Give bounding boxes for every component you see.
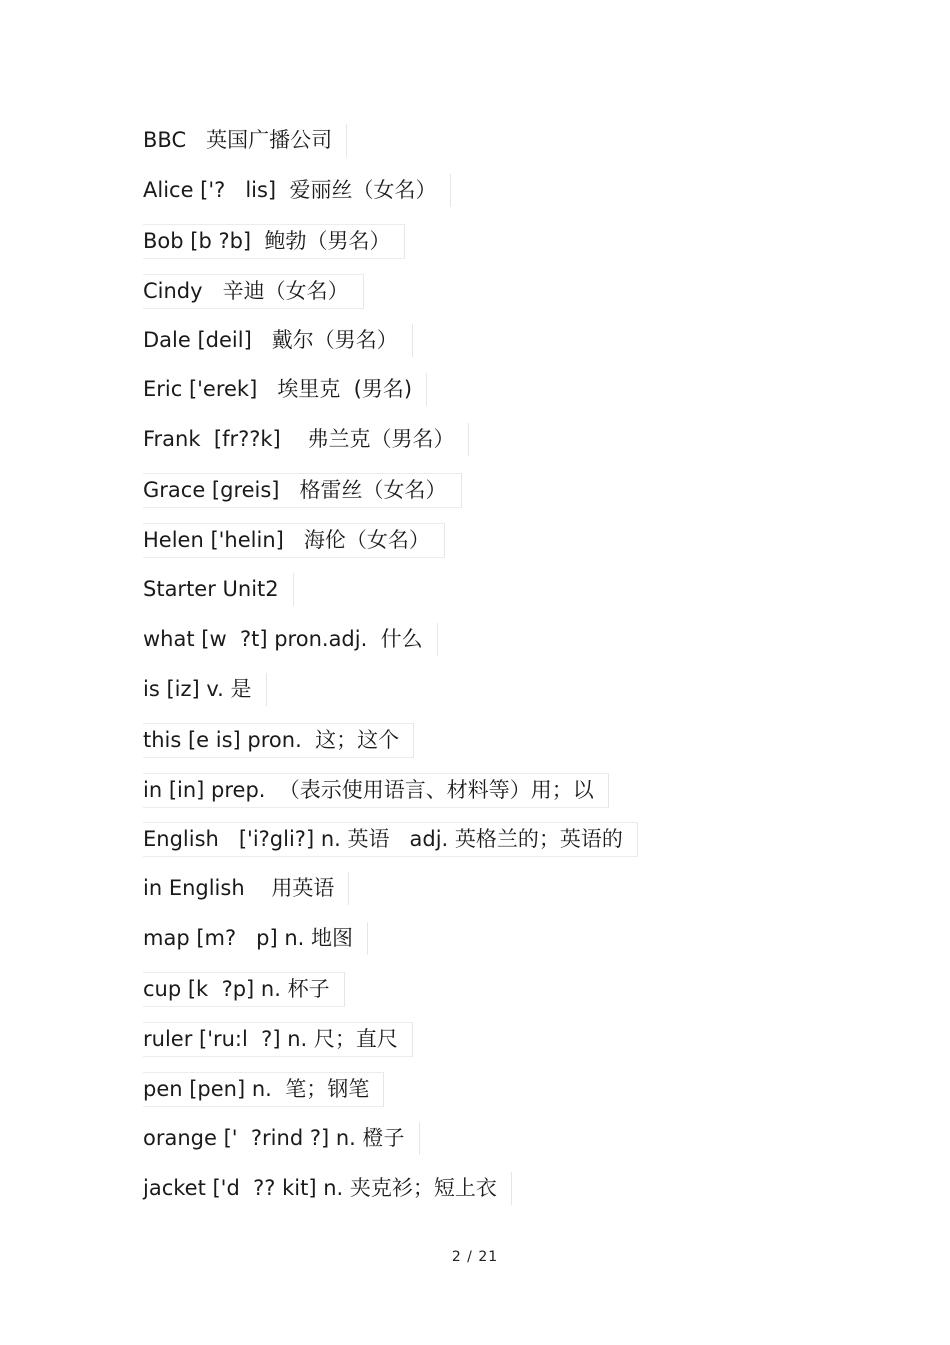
vocab-entry [143,274,843,324]
vocab-entry-text: in [in] prep. （表示使用语言、材料等）用；以 [143,773,609,808]
vocab-entry-text: ruler ['ru:l ?] n. 尺；直尺 [143,1022,413,1057]
vocab-entry [143,1172,843,1222]
vocab-entry-text: Cindy 辛迪（女名） [143,274,364,309]
vocab-entry [143,972,843,1022]
section-heading [143,573,843,623]
vocab-entry [143,1022,843,1072]
vocab-entry [143,623,843,673]
vocab-entry [143,423,843,473]
vocab-entry-text: English ['i?gli?] n. 英语 adj. 英格兰的；英语的 [143,822,638,857]
vocab-entry-text: is [iz] v. 是 [143,673,267,706]
vocab-entry-text: BBC 英国广播公司 [143,124,347,157]
section-heading-text: Starter Unit2 [143,573,294,606]
vocab-entry-text: what [w ?t] pron.adj. 什么 [143,623,438,656]
vocab-entry-text: Frank [fr??k] 弗兰克（男名） [143,423,469,456]
vocab-entry [143,174,843,224]
vocab-entry-text: Dale [deil] 戴尔（男名） [143,324,413,357]
vocab-entry [143,124,843,174]
vocab-entry-text: Eric ['erek] 埃里克 (男名) [143,373,427,406]
vocab-entry [143,1072,843,1122]
vocab-entry [143,523,843,573]
vocab-entry [143,324,843,374]
vocab-entry [143,224,843,274]
vocab-entry [143,822,843,872]
vocab-entry-text: cup [k ?p] n. 杯子 [143,972,345,1007]
vocabulary-list [143,124,843,1222]
vocab-entry-text: Grace [greis] 格雷丝（女名） [143,473,462,508]
vocab-entry-text: Alice ['? lis] 爱丽丝（女名） [143,174,451,207]
vocab-entry [143,723,843,773]
vocab-entry [143,872,843,922]
vocab-entry [143,1122,843,1172]
vocab-entry-text: orange [' ?rind ?] n. 橙子 [143,1122,420,1155]
vocab-entry [143,673,843,723]
vocab-entry-text: jacket ['d ?? kit] n. 夹克衫；短上衣 [143,1172,512,1205]
vocab-entry-text: Bob [b ?b] 鲍勃（男名） [143,224,405,259]
vocab-entry [143,373,843,423]
vocab-entry-text: Helen ['helin] 海伦（女名） [143,523,445,558]
vocab-entry-text: map [m? p] n. 地图 [143,922,368,955]
vocab-entry-text: pen [pen] n. 笔；钢笔 [143,1072,384,1107]
vocab-entry-text: this [e is] pron. 这；这个 [143,723,414,758]
vocab-entry [143,773,843,823]
page-number: 2 / 21 [451,1249,499,1265]
vocab-entry [143,473,843,523]
vocab-entry [143,922,843,972]
vocab-entry-text: in English 用英语 [143,872,349,905]
